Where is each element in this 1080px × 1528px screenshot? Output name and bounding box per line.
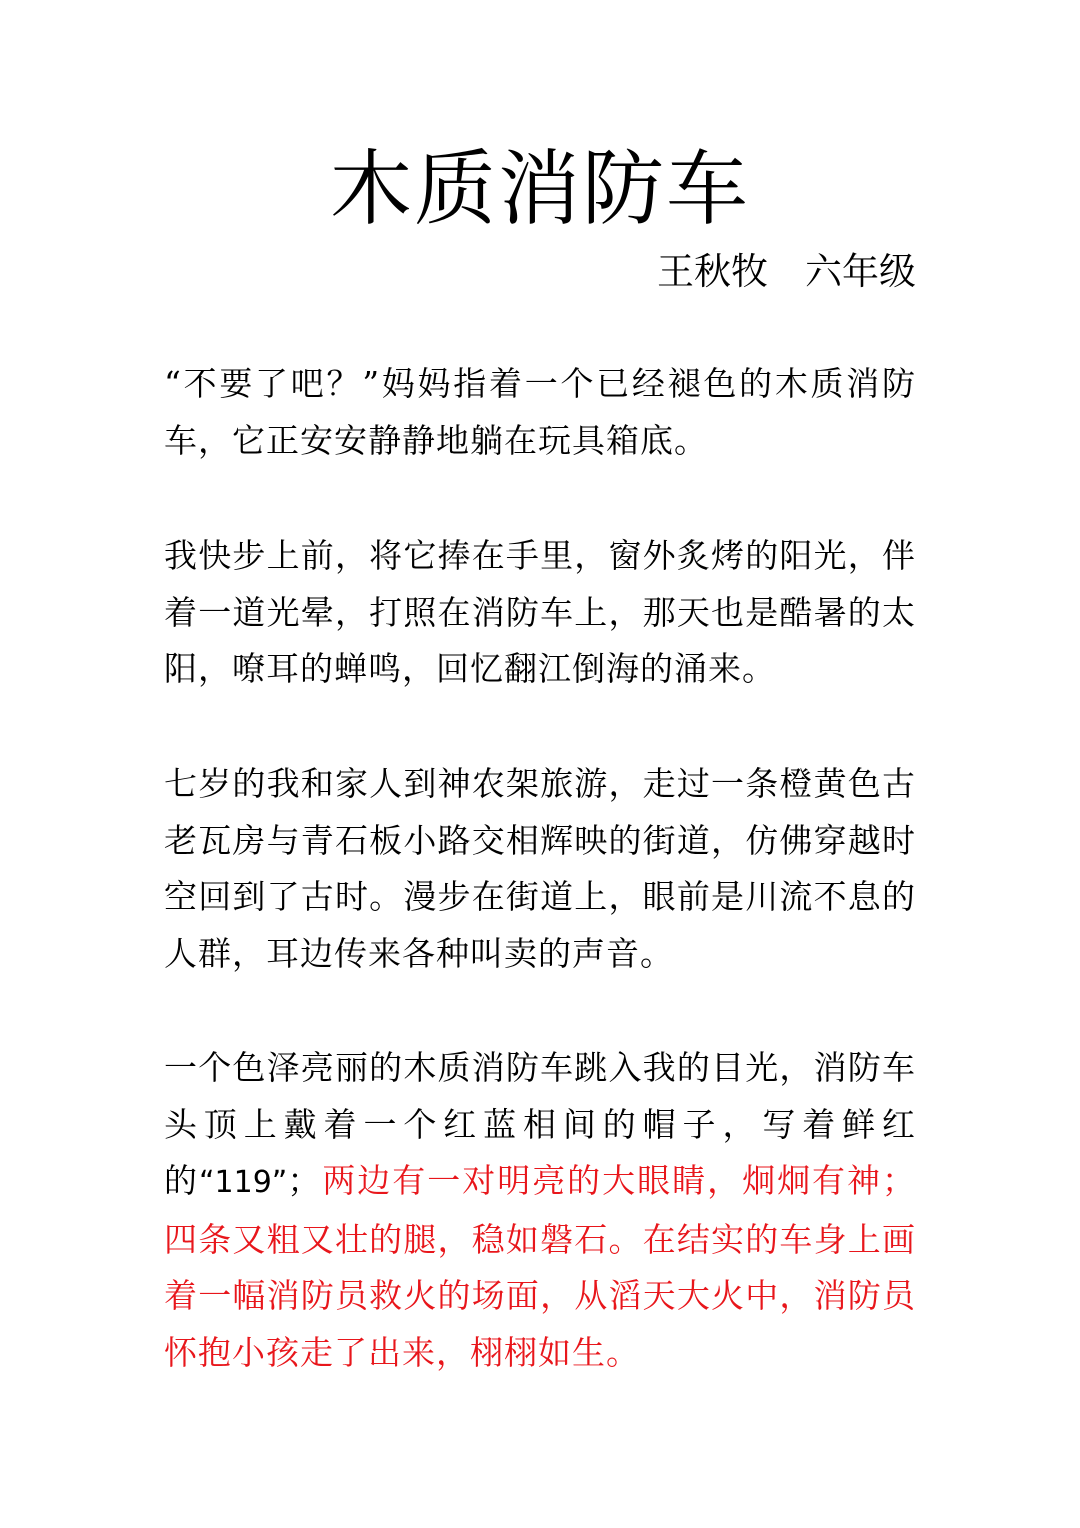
paragraph-3: 七岁的我和家人到神农架旅游，走过一条橙黄色古老瓦房与青石板小路交相辉映的街道，仿佛穿越时空回到了古时。漫步在街道上，眼前是川流不息的人群，耳边传来各种叫卖的声音。: [164, 764, 916, 973]
highlighted-description: 两边有一对明亮的大眼睛，炯炯有神；四条又粗又壮的腿，稳如磐石。在结实的车身上画着一幅消防员救火的场面，从滔天大火中，消防员怀抱小孩走了出来，栩栩如生。: [164, 1161, 917, 1372]
essay-title: 木质消防车: [329, 142, 750, 237]
byline: [657, 246, 916, 298]
paragraph-4-intro: 一个色泽亮丽的木质消防车跳入我的目光，消防车头顶上戴着一个红蓝相间的帽子，写着鲜红的: [164, 1048, 916, 1200]
paragraph-2: 我快步上前，将它捧在手里，窗外炙烤的阳光，伴着一道光晕，打照在消防车上，那天也是酷暑的太阳，嘹耳的蝉鸣，回忆翻江倒海的涌来。: [164, 536, 916, 688]
number-119: “119”: [198, 1165, 288, 1200]
paragraph-4: [164, 1040, 916, 1381]
paragraph-1: “不要了吧？”妈妈指着一个已经褪色的木质消防车，它正安安静静地躺在玩具箱底。: [164, 364, 916, 460]
grade-label: 六年级: [805, 250, 916, 293]
semicolon: ；: [287, 1161, 322, 1200]
author-name: 王秋牧: [657, 250, 768, 293]
